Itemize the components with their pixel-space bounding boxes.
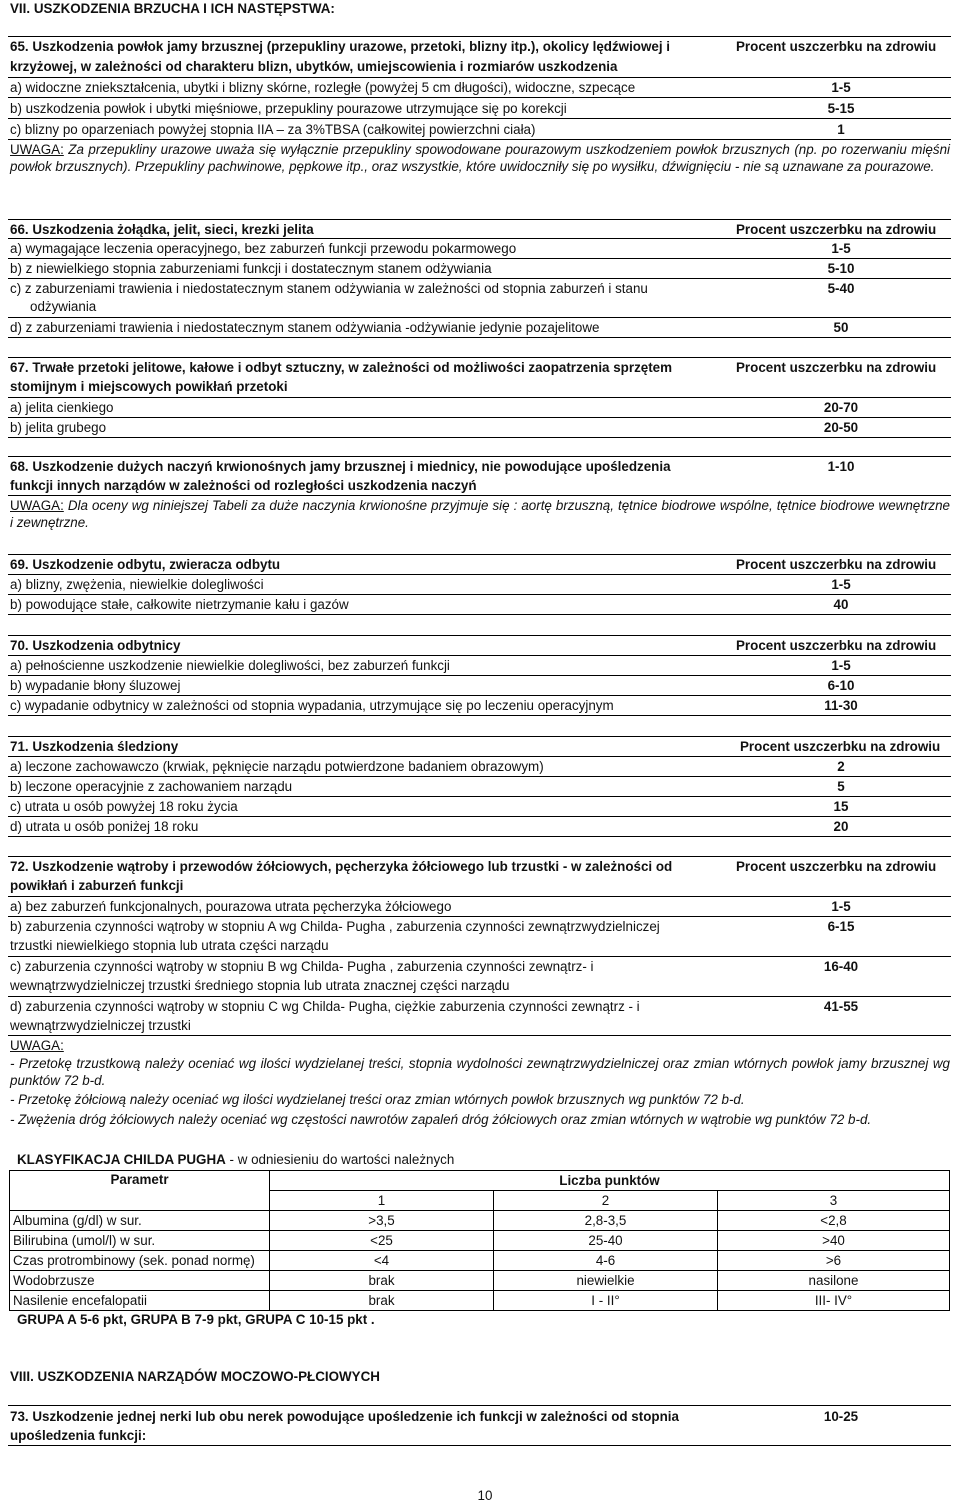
param-cell: Czas protrombinowy (sek. ponad normę)	[10, 1251, 270, 1271]
rule	[8, 357, 951, 358]
value-cell: 2,8-3,5	[494, 1211, 718, 1231]
note-label: UWAGA:	[10, 142, 64, 157]
item-value: 5-10	[827, 261, 855, 276]
item-65-title: 65. Uszkodzenia powłok jamy brzusznej (przepukliny urazowe, przetoki, blizny itp.), okolicy lędźwiowej i	[10, 39, 670, 54]
note-text: Za przepukliny urazowe uważa się wyłącznie przepukliny spowodowane pourazowym uszkodzeniem powłok brzusznych (np. po rozerwaniu mięśni powłok brzusznych). Przepukliny pachwinowe, pępkowe itp., oraz wszystkie, które uwidoczniły się po wysiłku, dźwignięciu - nie są uznawane za pourazowe.	[10, 142, 950, 174]
item-value: 11-30	[824, 698, 858, 713]
item-label: wewnątrzwydzielniczej trzustki średniego stopnia lub utrata znacznej części narządu	[10, 978, 510, 993]
rule	[8, 317, 951, 318]
item-value: 1	[837, 122, 845, 137]
item-value: 5-15	[827, 101, 855, 116]
item-label: a) blizny, zwężenia, niewielkie dolegliwości	[10, 577, 264, 592]
item-label: wewnątrzwydzielniczej trzustki	[10, 1018, 191, 1033]
value-cell: >40	[718, 1231, 950, 1251]
note-text: - Zwężenia dróg żółciowych należy oceniać wg częstości nawrotów zapaleń dróg żółciowych oraz zmian wtórnych w wątrobie wg punktów 72 b-d.	[10, 1112, 872, 1127]
item-label: c) zaburzenia czynności wątroby w stopniu B wg Childa- Pugha , zaburzenia czynności zewnątrz- i	[10, 959, 594, 974]
rule	[8, 238, 951, 239]
level-1: 1	[270, 1191, 494, 1211]
rule	[8, 417, 951, 418]
pct-header: Procent uszczerbku na zdrowiu	[736, 360, 937, 375]
item-72-title: 72. Uszkodzenie wątroby i przewodów żółciowych, pęcherzyka żółciowego lub trzustki - w zależności od	[10, 859, 673, 874]
note	[10, 141, 950, 175]
note	[10, 1091, 950, 1108]
item-label: trzustki niewielkiego stopnia lub utrata części narządu	[10, 938, 329, 953]
item-label: c) blizny po oparzeniach powyżej stopnia IIA – za 3%TBSA (całkowitej powierzchni ciała)	[10, 122, 536, 137]
rule	[8, 715, 951, 716]
item-value: 5	[837, 779, 845, 794]
rule	[8, 219, 951, 220]
value-cell: 4-6	[494, 1251, 718, 1271]
item-value: 41-55	[823, 999, 859, 1014]
rule	[8, 574, 951, 575]
pct-header: Procent uszczerbku na zdrowiu	[736, 39, 937, 54]
item-73-title: 73. Uszkodzenie jednej nerki lub obu nerek powodujące upośledzenie ich funkcji w zależności od stopnia	[10, 1409, 679, 1424]
rule	[8, 258, 951, 259]
item-value: 20-70	[823, 400, 859, 415]
col-header-points: Liczba punktów	[270, 1171, 950, 1191]
rule	[8, 614, 951, 615]
rule	[8, 456, 951, 457]
rule	[8, 816, 951, 817]
note	[10, 1055, 950, 1089]
item-value: 16-40	[823, 959, 859, 974]
rule	[8, 139, 951, 140]
table-row	[10, 1211, 950, 1231]
item-value: 50	[833, 320, 849, 335]
note-text: - Przetokę trzustkową należy oceniać wg ilości wydzielanej treści, stopnia wydolności zewnątrzwydzielniczej oraz zmian wtórnych powłok jamy brzusznej wg punktów 72 b-d.	[10, 1056, 950, 1088]
item-68-title-cont: funkcji innych narządów w zależności od rozległości uszkodzenia naczyń	[10, 478, 477, 493]
section-title: VIII. USZKODZENIA NARZĄDÓW MOCZOWO-PŁCIOWYCH	[10, 1369, 380, 1384]
item-label: b) wypadanie błony śluzowej	[10, 678, 181, 693]
item-73-title-cont: upośledzenia funkcji:	[10, 1428, 147, 1443]
item-label: b) uszkodzenia powłok i ubytki mięśniowe, przepukliny pourazowe utrzymujące się po korekcji	[10, 101, 567, 116]
rule	[8, 896, 951, 897]
list-item-cont	[10, 977, 946, 994]
item-value: 1-5	[831, 658, 851, 673]
value-cell: brak	[270, 1291, 494, 1311]
rule	[8, 594, 951, 595]
pct-header: Procent uszczerbku na zdrowiu	[736, 859, 937, 874]
item-label: a) bez zaburzeń funkcjonalnych, pourazowa utrata pęcherzyka żółciowego	[10, 899, 452, 914]
rule	[8, 1405, 951, 1406]
item-label: d) zaburzenia czynności wątroby w stopniu C wg Childa- Pugha, ciężkie zaburzenia czynności zewnątrz - i	[10, 999, 640, 1014]
rule	[8, 695, 951, 696]
note-text: Dla oceny wg niniejszej Tabeli za duże naczynia krwionośne przyjmuje się : aortę brzuszną, tętnice biodrowe wspólne, tętnice biodrowe wewnętrzne i zewnętrzne.	[10, 498, 950, 530]
rule	[8, 956, 951, 957]
classification-name: KLASYFIKACJA CHILDA PUGHA	[17, 1152, 226, 1167]
rule	[8, 756, 951, 757]
rule	[8, 736, 951, 737]
item-value: 1-10	[827, 459, 855, 474]
item-value: 40	[833, 597, 849, 612]
item-value: 1-5	[831, 80, 851, 95]
rule	[8, 397, 951, 398]
rule	[8, 996, 951, 997]
item-label: a) jelita cienkiego	[10, 400, 114, 415]
value-cell: niewielkie	[494, 1271, 718, 1291]
rule	[8, 836, 951, 837]
item-label: a) pełnościenne uszkodzenie niewielkie dolegliwości, bez zaburzeń funkcji	[10, 658, 450, 673]
item-value: 1-5	[831, 241, 851, 256]
param-cell: Bilirubina (umol/l) w sur.	[10, 1231, 270, 1251]
value-cell: I - II°	[494, 1291, 718, 1311]
rule	[8, 77, 951, 78]
list-item-cont	[30, 298, 960, 315]
rule	[8, 675, 951, 676]
item-label: b) jelita grubego	[10, 420, 107, 435]
item-label: a) wymagające leczenia operacyjnego, bez zaburzeń funkcji przewodu pokarmowego	[10, 241, 517, 256]
rule	[8, 97, 951, 98]
table-row	[10, 1251, 950, 1271]
value-cell: >3,5	[270, 1211, 494, 1231]
param-cell: Nasilenie encefalopatii	[10, 1291, 270, 1311]
item-value: 15	[833, 799, 849, 814]
item-value: 10-25	[823, 1409, 859, 1424]
page-number: 10	[477, 1488, 493, 1503]
value-cell: nasilone	[718, 1271, 950, 1291]
rule	[8, 437, 951, 438]
rule	[8, 655, 951, 656]
rule	[8, 776, 951, 777]
rule	[8, 1445, 951, 1446]
rule	[8, 495, 951, 496]
value-cell: <25	[270, 1231, 494, 1251]
item-66-title: 66. Uszkodzenia żołądka, jelit, sieci, krezki jelita	[10, 222, 314, 237]
item-value: 6-15	[827, 919, 855, 934]
rule	[8, 36, 951, 37]
rule	[8, 278, 951, 279]
item-value: 20-50	[823, 420, 859, 435]
rule	[8, 796, 951, 797]
item-value: 20	[833, 819, 849, 834]
note-label: UWAGA:	[10, 498, 64, 513]
table-row	[10, 1271, 950, 1291]
note-label: UWAGA:	[10, 1038, 64, 1053]
pct-header: Procent uszczerbku na zdrowiu	[736, 222, 937, 237]
item-67-title: 67. Trwałe przetoki jelitowe, kałowe i odbyt sztuczny, w zależności od możliwości zaopatrzenia sprzętem	[10, 360, 673, 375]
rule	[8, 1035, 951, 1036]
item-69-title: 69. Uszkodzenie odbytu, zwieracza odbytu	[10, 557, 281, 572]
item-value: 1-5	[831, 577, 851, 592]
rule	[8, 635, 951, 636]
pct-header: Procent uszczerbku na zdrowiu	[736, 557, 937, 572]
pct-header: Procent uszczerbku na zdrowiu	[736, 638, 937, 653]
note	[10, 497, 950, 531]
item-68-title: 68. Uszkodzenie dużych naczyń krwionośnych jamy brzusznej i miednicy, nie powodujące upośledzenia	[10, 459, 671, 474]
table-row	[10, 1231, 950, 1251]
param-cell: Wodobrzusze	[10, 1271, 270, 1291]
list-item-cont	[10, 937, 946, 954]
item-label: c) wypadanie odbytnicy w zależności od stopnia wypadania, utrzymujące się po leczeniu operacyjnym	[10, 698, 614, 713]
item-71-title: 71. Uszkodzenia śledziony	[10, 739, 179, 754]
note-text: - Przetokę żółciową należy oceniać wg ilości wydzielanej treści oraz zmian wtórnych powłok brzusznych wg punktów 72 b-d.	[10, 1092, 745, 1107]
item-value: 1-5	[831, 899, 851, 914]
item-label: a) widoczne zniekształcenia, ubytki i blizny skórne, rozległe (powyżej 5 cm długości), widoczne, szpecące	[10, 80, 636, 95]
item-value: 2	[837, 759, 845, 774]
item-label: b) powodujące stałe, całkowite nietrzymanie kału i gazów	[10, 597, 349, 612]
classification-title	[17, 1151, 454, 1168]
item-72-title-cont: powikłań i zaburzeń funkcji	[10, 878, 184, 893]
param-cell: Albumina (g/dl) w sur.	[10, 1211, 270, 1231]
item-label: d) utrata u osób poniżej 18 roku	[10, 819, 199, 834]
item-label: d) z zaburzeniami trawienia i niedostatecznym stanem odżywiania -odżywianie jedynie pozajelitowe	[10, 320, 600, 335]
table-row	[10, 1291, 950, 1311]
group-summary: GRUPA A 5-6 pkt, GRUPA B 7-9 pkt, GRUPA C 10-15 pkt .	[17, 1312, 375, 1327]
item-65-title-cont: krzyżowej, w zależności od charakteru blizn, ubytków, umiejscowienia i rozmiarów uszkodzenia	[10, 59, 618, 74]
level-2: 2	[494, 1191, 718, 1211]
child-pugh-table	[9, 1170, 950, 1311]
item-label: b) leczone operacyjnie z zachowaniem narządu	[10, 779, 293, 794]
item-label: odżywiania	[30, 299, 97, 314]
item-value: 5-40	[827, 281, 855, 296]
value-cell: <4	[270, 1251, 494, 1271]
value-cell: >6	[718, 1251, 950, 1271]
value-cell: III- IV°	[718, 1291, 950, 1311]
rule	[8, 554, 951, 555]
pct-header: Procent uszczerbku na zdrowiu	[740, 739, 941, 754]
list-item-cont	[10, 1017, 946, 1034]
classification-subtitle: - w odniesieniu do wartości należnych	[225, 1152, 455, 1167]
value-cell: <2,8	[718, 1211, 950, 1231]
table-header-row	[10, 1171, 950, 1191]
item-label: c) z zaburzeniami trawienia i niedostatecznym stanem odżywiania w zależności od stopnia zaburzeń i stanu	[10, 281, 648, 296]
item-67-title-cont: stomijnym i miejscowych powikłań przetoki	[10, 379, 288, 394]
rule	[8, 337, 951, 338]
item-70-title: 70. Uszkodzenia odbytnicy	[10, 638, 181, 653]
item-value: 6-10	[827, 678, 855, 693]
rule	[8, 856, 951, 857]
note	[10, 1111, 950, 1128]
item-label: b) zaburzenia czynności wątroby w stopniu A wg Childa- Pugha , zaburzenia czynności zewnątrzwydzielniczej	[10, 919, 660, 934]
level-3: 3	[718, 1191, 950, 1211]
section-title: VII. USZKODZENIA BRZUCHA I ICH NASTĘPSTWA:	[10, 1, 335, 16]
col-header-param: Parametr	[10, 1171, 270, 1211]
rule	[8, 118, 951, 119]
value-cell: 25-40	[494, 1231, 718, 1251]
item-label: c) utrata u osób powyżej 18 roku życia	[10, 799, 238, 814]
item-label: a) leczone zachowawczo (krwiak, pęknięcie narządu potwierdzone badaniem obrazowym)	[10, 759, 544, 774]
value-cell: brak	[270, 1271, 494, 1291]
item-label: b) z niewielkiego stopnia zaburzeniami funkcji i dostatecznym stanem odżywiania	[10, 261, 492, 276]
rule	[8, 916, 951, 917]
